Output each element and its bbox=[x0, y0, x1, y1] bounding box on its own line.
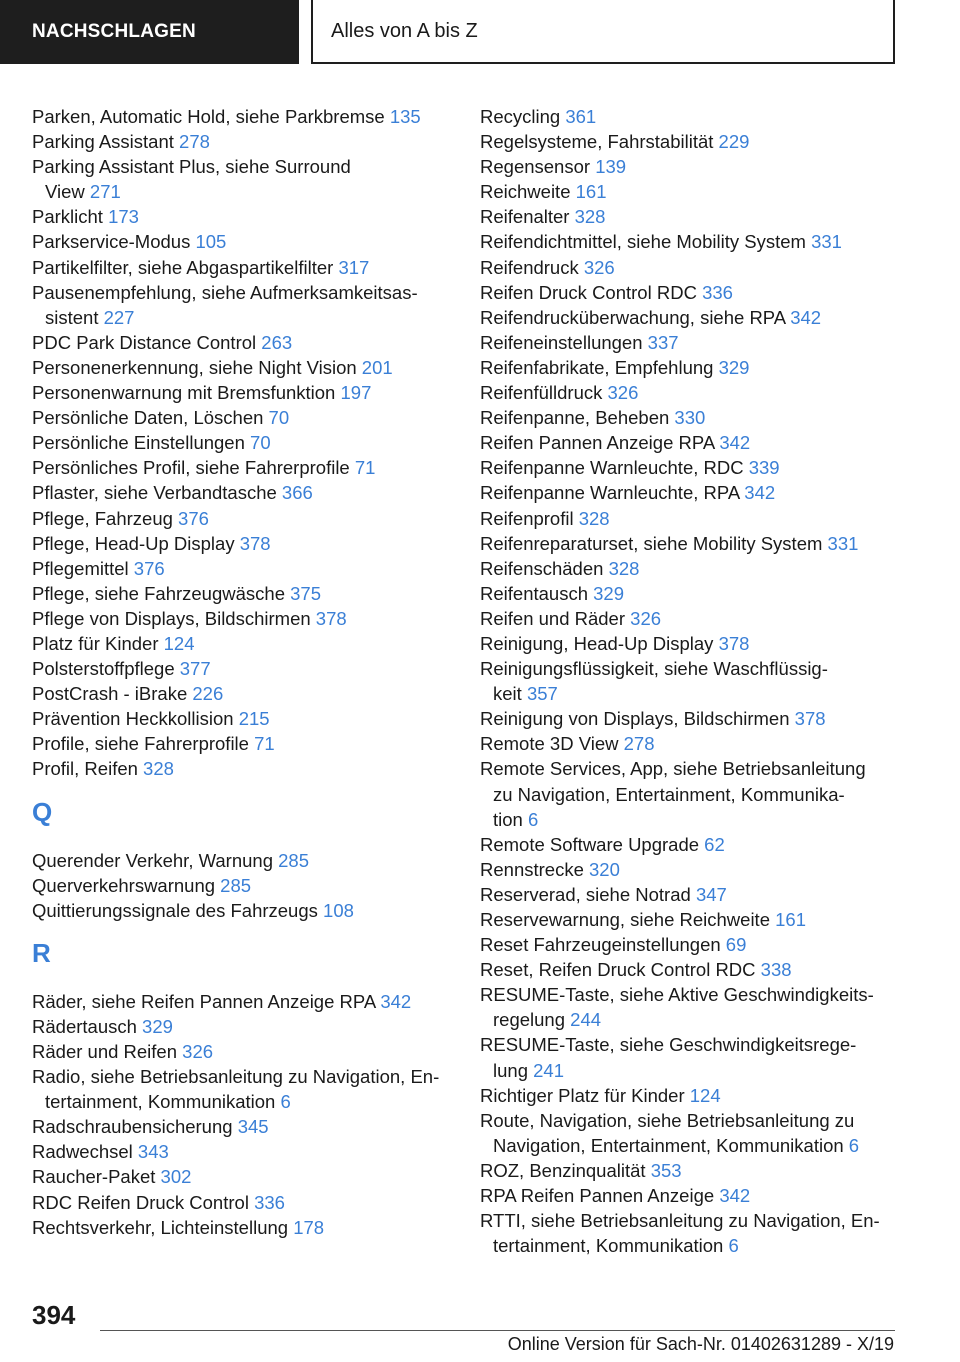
index-page-link[interactable]: 70 bbox=[250, 432, 271, 454]
index-entry-text: Remote 3D View bbox=[480, 733, 619, 755]
index-page-link[interactable]: 343 bbox=[137, 1141, 169, 1163]
index-entry bbox=[480, 255, 900, 280]
index-page-link[interactable]: 345 bbox=[237, 1116, 269, 1138]
index-entry-text: Reifen Druck Control RDC bbox=[480, 281, 697, 303]
index-entry bbox=[32, 1215, 452, 1240]
index-entry bbox=[480, 506, 900, 531]
index-entry-text: Reifenpanne, Beheben bbox=[480, 407, 670, 429]
index-entry-text: Polsterstoffpflege bbox=[32, 658, 175, 680]
index-entry bbox=[32, 1039, 452, 1064]
index-entry bbox=[32, 731, 452, 756]
index-page-link[interactable]: 329 bbox=[593, 582, 624, 604]
index-entry bbox=[480, 531, 900, 556]
index-entry-text: Reifenfülldruck bbox=[480, 382, 603, 404]
index-entry bbox=[480, 882, 900, 907]
index-entry bbox=[480, 857, 900, 882]
index-entry bbox=[32, 204, 452, 229]
index-page-link[interactable]: 337 bbox=[647, 331, 679, 353]
index-page-link[interactable]: 353 bbox=[650, 1159, 682, 1181]
footer-divider bbox=[100, 1330, 895, 1331]
index-entry bbox=[32, 873, 452, 898]
index-entry-text: PDC Park Distance Control bbox=[32, 331, 257, 353]
index-entry-text: RPA Reifen Pannen Anzeige bbox=[480, 1185, 715, 1207]
index-entry-text: Pausenempfehlung, siehe Aufmerksamkeitsas- bbox=[32, 281, 418, 303]
index-entry-text: Reifendichtmittel, siehe Mobility System bbox=[480, 231, 806, 253]
index-entry bbox=[32, 405, 452, 430]
index-entry-text: Profile, siehe Fahrerprofile bbox=[32, 733, 249, 755]
index-page-link[interactable]: 378 bbox=[794, 708, 826, 730]
index-entry bbox=[480, 631, 900, 656]
index-page-link[interactable]: 331 bbox=[827, 532, 859, 554]
index-page-link[interactable]: 336 bbox=[254, 1191, 285, 1213]
index-page-link[interactable]: 6 bbox=[728, 1235, 739, 1257]
index-entry-text: PostCrash - iBrake bbox=[32, 683, 188, 705]
index-entry-text: Rennstrecke bbox=[480, 858, 584, 880]
index-entry-text: tertainment, Kommunikation bbox=[493, 1235, 724, 1257]
index-entry-text: Profil, Reifen bbox=[32, 758, 138, 780]
index-entry bbox=[480, 1208, 900, 1258]
header-section-tab bbox=[0, 0, 299, 64]
index-entry-text: Reichweite bbox=[480, 181, 571, 203]
index-letter-heading: R bbox=[32, 937, 51, 968]
index-entry-text: keit bbox=[493, 683, 522, 705]
index-entry-text: Pflege, siehe Fahrzeugwäsche bbox=[32, 582, 285, 604]
index-page-link[interactable]: 173 bbox=[108, 206, 139, 228]
index-entry-text: Reifenpanne Warnleuchte, RPA bbox=[480, 482, 740, 504]
index-page-link[interactable]: 124 bbox=[163, 632, 195, 654]
index-entry bbox=[32, 380, 452, 405]
index-page-link[interactable]: 226 bbox=[192, 683, 224, 705]
index-entry-text: Reifenreparaturset, siehe Mobility System bbox=[480, 532, 823, 554]
index-page-link[interactable]: 378 bbox=[315, 607, 347, 629]
index-entry-text: Reifenfabrikate, Empfehlung bbox=[480, 356, 714, 378]
index-page-link[interactable]: 285 bbox=[220, 874, 252, 896]
index-page-link[interactable]: 197 bbox=[340, 382, 372, 404]
index-page-link[interactable]: 215 bbox=[238, 708, 270, 730]
index-page-link[interactable]: 135 bbox=[389, 106, 421, 127]
index-entry-text: Partikelfilter, siehe Abgaspartikelfilter bbox=[32, 256, 334, 278]
index-entry-text: Richtiger Platz für Kinder bbox=[480, 1084, 685, 1106]
index-entry-text: ROZ, Benzinqualität bbox=[480, 1159, 646, 1181]
header-title-box bbox=[311, 0, 895, 64]
index-entry bbox=[32, 355, 452, 380]
index-page-link[interactable]: 377 bbox=[179, 658, 211, 680]
index-entry-text: Reifen und Räder bbox=[480, 607, 626, 629]
index-entry bbox=[480, 1158, 900, 1183]
index-entry bbox=[480, 932, 900, 957]
index-entry-text: Recycling bbox=[480, 106, 561, 127]
index-entry-text: Regelsysteme, Fahrstabilität bbox=[480, 131, 714, 153]
index-page-link[interactable]: 328 bbox=[143, 758, 174, 780]
index-entry-text: Radschraubensicherung bbox=[32, 1116, 233, 1138]
index-page-link[interactable]: 285 bbox=[278, 849, 309, 871]
index-entry-text: Rechtsverkehr, Lichteinstellung bbox=[32, 1216, 289, 1238]
index-page-link[interactable]: 330 bbox=[674, 407, 706, 429]
index-entry-text: Reifenpanne Warnleuchte, RDC bbox=[480, 457, 744, 479]
index-page-link[interactable]: 71 bbox=[254, 733, 275, 755]
index-page-link[interactable]: 347 bbox=[695, 883, 727, 905]
index-page-link[interactable]: 326 bbox=[182, 1041, 214, 1062]
index-entry-text: Remote Services, App, siehe Betriebsanleitung bbox=[480, 758, 866, 780]
index-page-link[interactable]: 339 bbox=[748, 457, 780, 479]
index-entry-text: Parklicht bbox=[32, 206, 103, 228]
index-entry-text: Reinigungsflüssigkeit, siehe Waschflüssig- bbox=[480, 658, 828, 680]
index-entry bbox=[32, 154, 452, 204]
index-entry bbox=[480, 832, 900, 857]
index-page-link[interactable]: 271 bbox=[89, 181, 121, 203]
index-entry-text: Remote Software Upgrade bbox=[480, 833, 700, 855]
index-page-link[interactable]: 328 bbox=[608, 557, 640, 579]
index-entry bbox=[480, 556, 900, 581]
index-page-link[interactable]: 70 bbox=[268, 407, 290, 429]
index-page-link[interactable]: 241 bbox=[533, 1059, 564, 1081]
index-entry bbox=[32, 455, 452, 480]
index-entry bbox=[480, 154, 900, 179]
index-entry bbox=[480, 455, 900, 480]
index-entry-text: Raucher-Paket bbox=[32, 1166, 156, 1188]
index-entry bbox=[480, 581, 900, 606]
index-entry-text: Reservewarnung, siehe Reichweite bbox=[480, 909, 770, 930]
index-page-link[interactable]: 69 bbox=[725, 934, 747, 956]
index-page-link[interactable]: 62 bbox=[704, 833, 725, 855]
index-entry bbox=[32, 1190, 452, 1215]
index-entry-text: Querverkehrswarnung bbox=[32, 874, 216, 896]
index-entry bbox=[480, 204, 900, 229]
index-entry-text: Reserverad, siehe Notrad bbox=[480, 883, 691, 905]
index-page-link[interactable]: 71 bbox=[354, 457, 376, 479]
index-entry bbox=[480, 907, 900, 932]
index-entry-text: tertainment, Kommunikation bbox=[45, 1091, 276, 1113]
index-entry-text: Personenerkennung, siehe Night Vision bbox=[32, 356, 357, 378]
index-page-link[interactable]: 201 bbox=[361, 356, 393, 378]
index-entry-text: Pflege, Fahrzeug bbox=[32, 507, 173, 529]
index-page-link[interactable]: 328 bbox=[574, 206, 606, 228]
index-entry-text: lung bbox=[493, 1059, 528, 1081]
index-page-link[interactable]: 244 bbox=[570, 1009, 602, 1031]
index-column-left bbox=[32, 104, 452, 1240]
index-page-link[interactable]: 161 bbox=[775, 909, 806, 930]
index-entry bbox=[480, 405, 900, 430]
index-entry bbox=[480, 1032, 900, 1082]
index-entry-text: Reifenalter bbox=[480, 206, 570, 228]
index-entry-text: Pflegemittel bbox=[32, 557, 129, 579]
index-page-link[interactable]: 278 bbox=[179, 131, 210, 153]
index-entry bbox=[32, 1164, 452, 1189]
index-page-link[interactable]: 105 bbox=[195, 231, 227, 253]
index-entry-text: Reifendrucküberwachung, siehe RPA bbox=[480, 306, 786, 328]
index-entry-text: Pflege, Head-Up Display bbox=[32, 532, 235, 554]
index-entry bbox=[480, 1083, 900, 1108]
index-page-link[interactable]: 328 bbox=[578, 507, 610, 529]
index-page-link[interactable]: 378 bbox=[718, 632, 750, 654]
index-entry bbox=[32, 606, 452, 631]
index-entry bbox=[480, 355, 900, 380]
index-entry-text: RTTI, siehe Betriebsanleitung zu Navigation, En- bbox=[480, 1210, 880, 1232]
index-entry bbox=[480, 129, 900, 154]
index-page-link[interactable]: 227 bbox=[103, 306, 135, 328]
index-entry-text: Persönliche Einstellungen bbox=[32, 432, 245, 454]
index-page-link[interactable]: 336 bbox=[702, 281, 733, 303]
index-entry bbox=[480, 731, 900, 756]
index-page-link[interactable]: 357 bbox=[526, 683, 558, 705]
index-page-link[interactable]: 317 bbox=[338, 256, 370, 278]
index-entry-text: Querender Verkehr, Warnung bbox=[32, 849, 273, 871]
index-entry bbox=[480, 1183, 900, 1208]
index-page-link[interactable]: 361 bbox=[565, 106, 597, 127]
index-entry bbox=[480, 756, 900, 831]
index-entry bbox=[480, 606, 900, 631]
index-entry-text: Parking Assistant Plus, siehe Surround bbox=[32, 156, 351, 178]
index-entry-text: tion bbox=[493, 808, 523, 830]
index-page-link[interactable]: 342 bbox=[790, 306, 822, 328]
index-entry bbox=[32, 229, 452, 254]
index-entry bbox=[32, 756, 452, 781]
index-entry-text: Reset Fahrzeugeinstellungen bbox=[480, 934, 721, 956]
index-entry bbox=[32, 280, 452, 330]
index-entry bbox=[480, 179, 900, 204]
index-page-link[interactable]: 376 bbox=[178, 507, 209, 529]
index-entry-text: Parken, Automatic Hold, siehe Parkbremse bbox=[32, 106, 385, 127]
index-entry-text: Regensensor bbox=[480, 156, 591, 178]
index-page-link[interactable]: 302 bbox=[160, 1166, 192, 1188]
index-entry-text: sistent bbox=[45, 306, 99, 328]
index-page-link[interactable]: 376 bbox=[133, 557, 165, 579]
index-entry bbox=[32, 1014, 452, 1039]
index-entry bbox=[480, 280, 900, 305]
index-entry-text: Reinigung von Displays, Bildschirmen bbox=[480, 708, 790, 730]
index-entry bbox=[32, 1139, 452, 1164]
index-entry-text: Persönliche Daten, Löschen bbox=[32, 407, 264, 429]
index-page-link[interactable]: 229 bbox=[718, 131, 750, 153]
index-column-right bbox=[480, 104, 900, 1258]
index-entry bbox=[32, 1114, 452, 1139]
index-entry bbox=[480, 982, 900, 1032]
index-page-link[interactable]: 378 bbox=[239, 532, 271, 554]
index-entry bbox=[32, 989, 452, 1014]
index-entry bbox=[480, 957, 900, 982]
index-entry bbox=[32, 330, 452, 355]
index-entry bbox=[32, 706, 452, 731]
index-page-link[interactable]: 108 bbox=[323, 899, 354, 921]
index-entry-text: Räder und Reifen bbox=[32, 1041, 178, 1062]
index-page-link[interactable]: 342 bbox=[719, 1185, 751, 1207]
index-entry-text: Radwechsel bbox=[32, 1141, 133, 1163]
index-entry bbox=[480, 330, 900, 355]
index-entry-text: RESUME-Taste, siehe Geschwindigkeitsrege- bbox=[480, 1034, 857, 1056]
index-entry bbox=[32, 104, 452, 129]
index-page-link[interactable]: 263 bbox=[261, 331, 293, 353]
index-entry bbox=[32, 430, 452, 455]
index-page-link[interactable]: 329 bbox=[142, 1015, 173, 1037]
header-section-label: NACHSCHLAGEN bbox=[32, 21, 196, 42]
index-entry bbox=[480, 480, 900, 505]
index-entry bbox=[480, 430, 900, 455]
index-entry-text: Reifen Pannen Anzeige RPA bbox=[480, 432, 715, 454]
index-entry bbox=[480, 104, 900, 129]
index-entry bbox=[32, 631, 452, 656]
index-page-link[interactable]: 326 bbox=[583, 256, 615, 278]
index-entry bbox=[32, 581, 452, 606]
index-page-link[interactable]: 342 bbox=[380, 990, 412, 1012]
index-entry-text: Reifenschäden bbox=[480, 557, 604, 579]
index-entry bbox=[32, 506, 452, 531]
index-entry-text: Reifenprofil bbox=[480, 507, 574, 529]
index-page-link[interactable]: 338 bbox=[760, 959, 792, 981]
index-entry bbox=[480, 656, 900, 706]
index-entry-text: Pflaster, siehe Verbandtasche bbox=[32, 482, 277, 504]
index-entry-text: Reset, Reifen Druck Control RDC bbox=[480, 959, 756, 981]
index-entry-text: Navigation, Entertainment, Kommunikation bbox=[493, 1134, 844, 1156]
index-entry-text: Prävention Heckkollision bbox=[32, 708, 234, 730]
index-page-link[interactable]: 329 bbox=[718, 356, 750, 378]
index-entry-text: Personenwarnung mit Bremsfunktion bbox=[32, 382, 336, 404]
index-entry-text: regelung bbox=[493, 1009, 566, 1031]
index-entry-text: Radio, siehe Betriebsanleitung zu Navigation, En- bbox=[32, 1066, 440, 1088]
index-page-link[interactable]: 124 bbox=[689, 1084, 721, 1106]
index-page-link[interactable]: 331 bbox=[811, 231, 842, 253]
index-entry bbox=[480, 229, 900, 254]
index-entry bbox=[32, 255, 452, 280]
index-page-link[interactable]: 375 bbox=[290, 582, 321, 604]
index-entry-text: Parking Assistant bbox=[32, 131, 174, 153]
index-entry-text: Reifentausch bbox=[480, 582, 588, 604]
index-entry-text: Route, Navigation, siehe Betriebsanleitung zu bbox=[480, 1109, 855, 1131]
index-entry-text: RESUME-Taste, siehe Aktive Geschwindigkeits- bbox=[480, 984, 874, 1006]
index-page-link[interactable]: 342 bbox=[744, 482, 776, 504]
index-entry-text: zu Navigation, Entertainment, Kommunika- bbox=[493, 783, 845, 805]
index-entry bbox=[32, 681, 452, 706]
index-entry-text: Persönliches Profil, siehe Fahrerprofile bbox=[32, 457, 350, 479]
index-entry-text: Reifeneinstellungen bbox=[480, 331, 643, 353]
index-entry-text: Pflege von Displays, Bildschirmen bbox=[32, 607, 311, 629]
index-letter-heading: Q bbox=[32, 796, 53, 827]
header-title: Alles von A bis Z bbox=[331, 19, 478, 42]
index-page-link[interactable]: 6 bbox=[848, 1134, 860, 1156]
index-entry-text: Reinigung, Head-Up Display bbox=[480, 632, 714, 654]
index-page-link[interactable]: 326 bbox=[607, 382, 639, 404]
index-entry bbox=[32, 480, 452, 505]
index-page-link[interactable]: 139 bbox=[595, 156, 627, 178]
index-entry-text: Platz für Kinder bbox=[32, 632, 159, 654]
index-page-link[interactable]: 326 bbox=[630, 607, 662, 629]
index-entry bbox=[32, 129, 452, 154]
index-entry-text: Quittierungssignale des Fahrzeugs bbox=[32, 899, 318, 921]
index-entry bbox=[32, 556, 452, 581]
index-page-link[interactable]: 178 bbox=[293, 1216, 325, 1238]
index-entry bbox=[32, 848, 452, 873]
index-entry-text: Räder, siehe Reifen Pannen Anzeige RPA bbox=[32, 990, 376, 1012]
index-page-link[interactable]: 6 bbox=[280, 1091, 291, 1113]
index-entry-text: Rädertausch bbox=[32, 1015, 137, 1037]
index-entry bbox=[32, 898, 452, 923]
index-page-link[interactable]: 342 bbox=[719, 432, 751, 454]
index-entry-text: View bbox=[45, 181, 85, 203]
index-entry bbox=[480, 305, 900, 330]
page-number: 394 bbox=[32, 1300, 76, 1330]
index-entry bbox=[480, 706, 900, 731]
index-entry bbox=[480, 1108, 900, 1158]
index-entry-text: Reifendruck bbox=[480, 256, 579, 278]
index-entry bbox=[32, 531, 452, 556]
index-page-link[interactable]: 320 bbox=[589, 858, 620, 880]
index-entry bbox=[32, 656, 452, 681]
index-page-link[interactable]: 161 bbox=[575, 181, 607, 203]
index-page-link[interactable]: 366 bbox=[281, 482, 313, 504]
index-entry bbox=[32, 1064, 452, 1114]
index-page-link[interactable]: 278 bbox=[623, 733, 655, 755]
index-entry-text: RDC Reifen Druck Control bbox=[32, 1191, 249, 1213]
index-page-link[interactable]: 6 bbox=[527, 808, 539, 830]
index-entry-text: Parkservice-Modus bbox=[32, 231, 191, 253]
footer-online-version: Online Version für Sach-Nr. 01402631289 - X/19 bbox=[507, 1334, 894, 1354]
index-entry bbox=[480, 380, 900, 405]
